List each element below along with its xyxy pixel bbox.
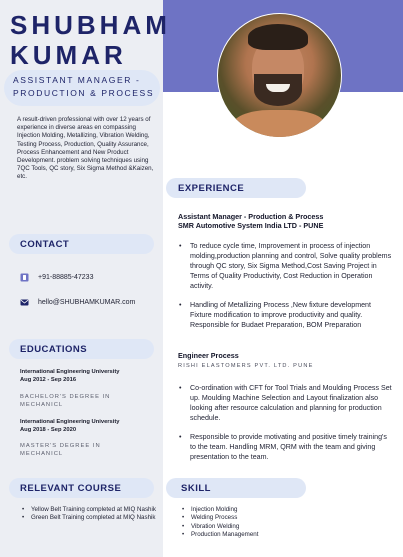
profile-photo: [217, 13, 342, 138]
phone-icon: [20, 273, 29, 282]
course-heading: RELEVANT COURSE: [20, 483, 122, 494]
list-item: • Yellow Belt Training completed at MIQ Nashik: [22, 506, 160, 514]
job-1-title: Assistant Manager - Production & Process: [178, 212, 324, 221]
school-name: International Engineering University: [20, 369, 120, 375]
name-last: KUMAR: [10, 40, 127, 70]
profile-summary: A result-driven professional with over 12 years of experience in diverse areas en compassing Injection Molding, Metallizing, Vibration Welding, Testing Process, Production, Quality Assurance, Process Enhancement and New Product Development. problem solving techniques using 7QC Tools, QC story, Six Sigma Method &Kaizen, etc.: [17, 116, 154, 181]
list-item: • Co-ordination with CFT for Tool Trials and Moulding Process Set up. Moulding Machine Selection and Layout finalization also looking after resource calculation and planning for production schedule.: [178, 383, 393, 423]
list-item: • Injection Molding: [182, 506, 382, 514]
photo-shirt: [232, 110, 326, 138]
job-1-company: SMR Automotive System India LTD - PUNE: [178, 221, 324, 230]
education-heading: EDUCATIONS: [20, 344, 88, 355]
degree-line-1: BACHELOR'S DEGREE IN: [20, 394, 111, 400]
education-item-2-school: [20, 419, 120, 434]
school-dates: Aug 2018 - Sep 2020: [20, 426, 77, 433]
candidate-name: [10, 10, 171, 70]
email-address[interactable]: hello@SHUBHAMKUMAR.com: [38, 299, 136, 306]
skill-heading: SKILL: [181, 483, 211, 494]
job-2-company: RISHI ELASTOMERS PVT. LTD. PUNE: [178, 363, 314, 369]
experience-heading: EXPERIENCE: [178, 183, 245, 194]
degree-line-2: MECHANICL: [20, 401, 64, 408]
education-item-1-degree: [20, 394, 110, 409]
list-item: • Responsible to provide motivating and positive timely training's to the team. Handling MRM, QRM with the team and giving presentation to the team.: [178, 432, 393, 462]
school-dates: Aug 2012 - Sep 2016: [20, 376, 77, 383]
list-item: • Handling of Metallizing Process ,New fixture development Fixture modification to improve productivity and quality. Responsible for Budaet Preparation, BOM Preparation: [178, 300, 393, 330]
phone-number[interactable]: +91-88885-47233: [38, 274, 94, 281]
degree-line-1: MASTER'S DEGREE IN: [20, 443, 101, 449]
list-item: • To reduce cycle time, Improvement in process of injection molding,production planning and control, Solve quality problems through QC story, Six Sigma Method,Cost Saving Project in Terms of Quality Productivity, Cost Reduction in Operation activity.: [178, 241, 393, 291]
job-1-header: [178, 212, 323, 230]
skill-list: [182, 506, 382, 540]
job-1-bullets: [178, 241, 393, 339]
list-item: • Green Belt Training completed at MIQ Nashik: [22, 514, 160, 522]
job-title-line-1: ASSISTANT MANAGER -: [13, 75, 141, 85]
list-item: • Production Management: [182, 531, 382, 539]
education-item-2-degree: [20, 443, 101, 458]
name-first: SHUBHAM: [10, 10, 171, 40]
degree-line-2: MECHANICL: [20, 450, 64, 457]
job-title-line-2: PRODUCTION & PROCESS: [13, 88, 155, 98]
course-list: [22, 506, 160, 522]
list-item: • Welding Process: [182, 514, 382, 522]
contact-phone-row[interactable]: [20, 273, 93, 282]
email-icon: [20, 298, 29, 307]
photo-hair: [248, 24, 308, 50]
school-name: International Engineering University: [20, 419, 120, 425]
job-title-header: [13, 74, 154, 100]
job-2-title: Engineer Process: [178, 351, 239, 360]
contact-heading: CONTACT: [20, 239, 70, 250]
list-item: • Vibration Welding: [182, 523, 382, 531]
education-item-1-school: [20, 369, 120, 384]
job-2-bullets: [178, 383, 393, 471]
contact-email-row[interactable]: [20, 298, 135, 307]
